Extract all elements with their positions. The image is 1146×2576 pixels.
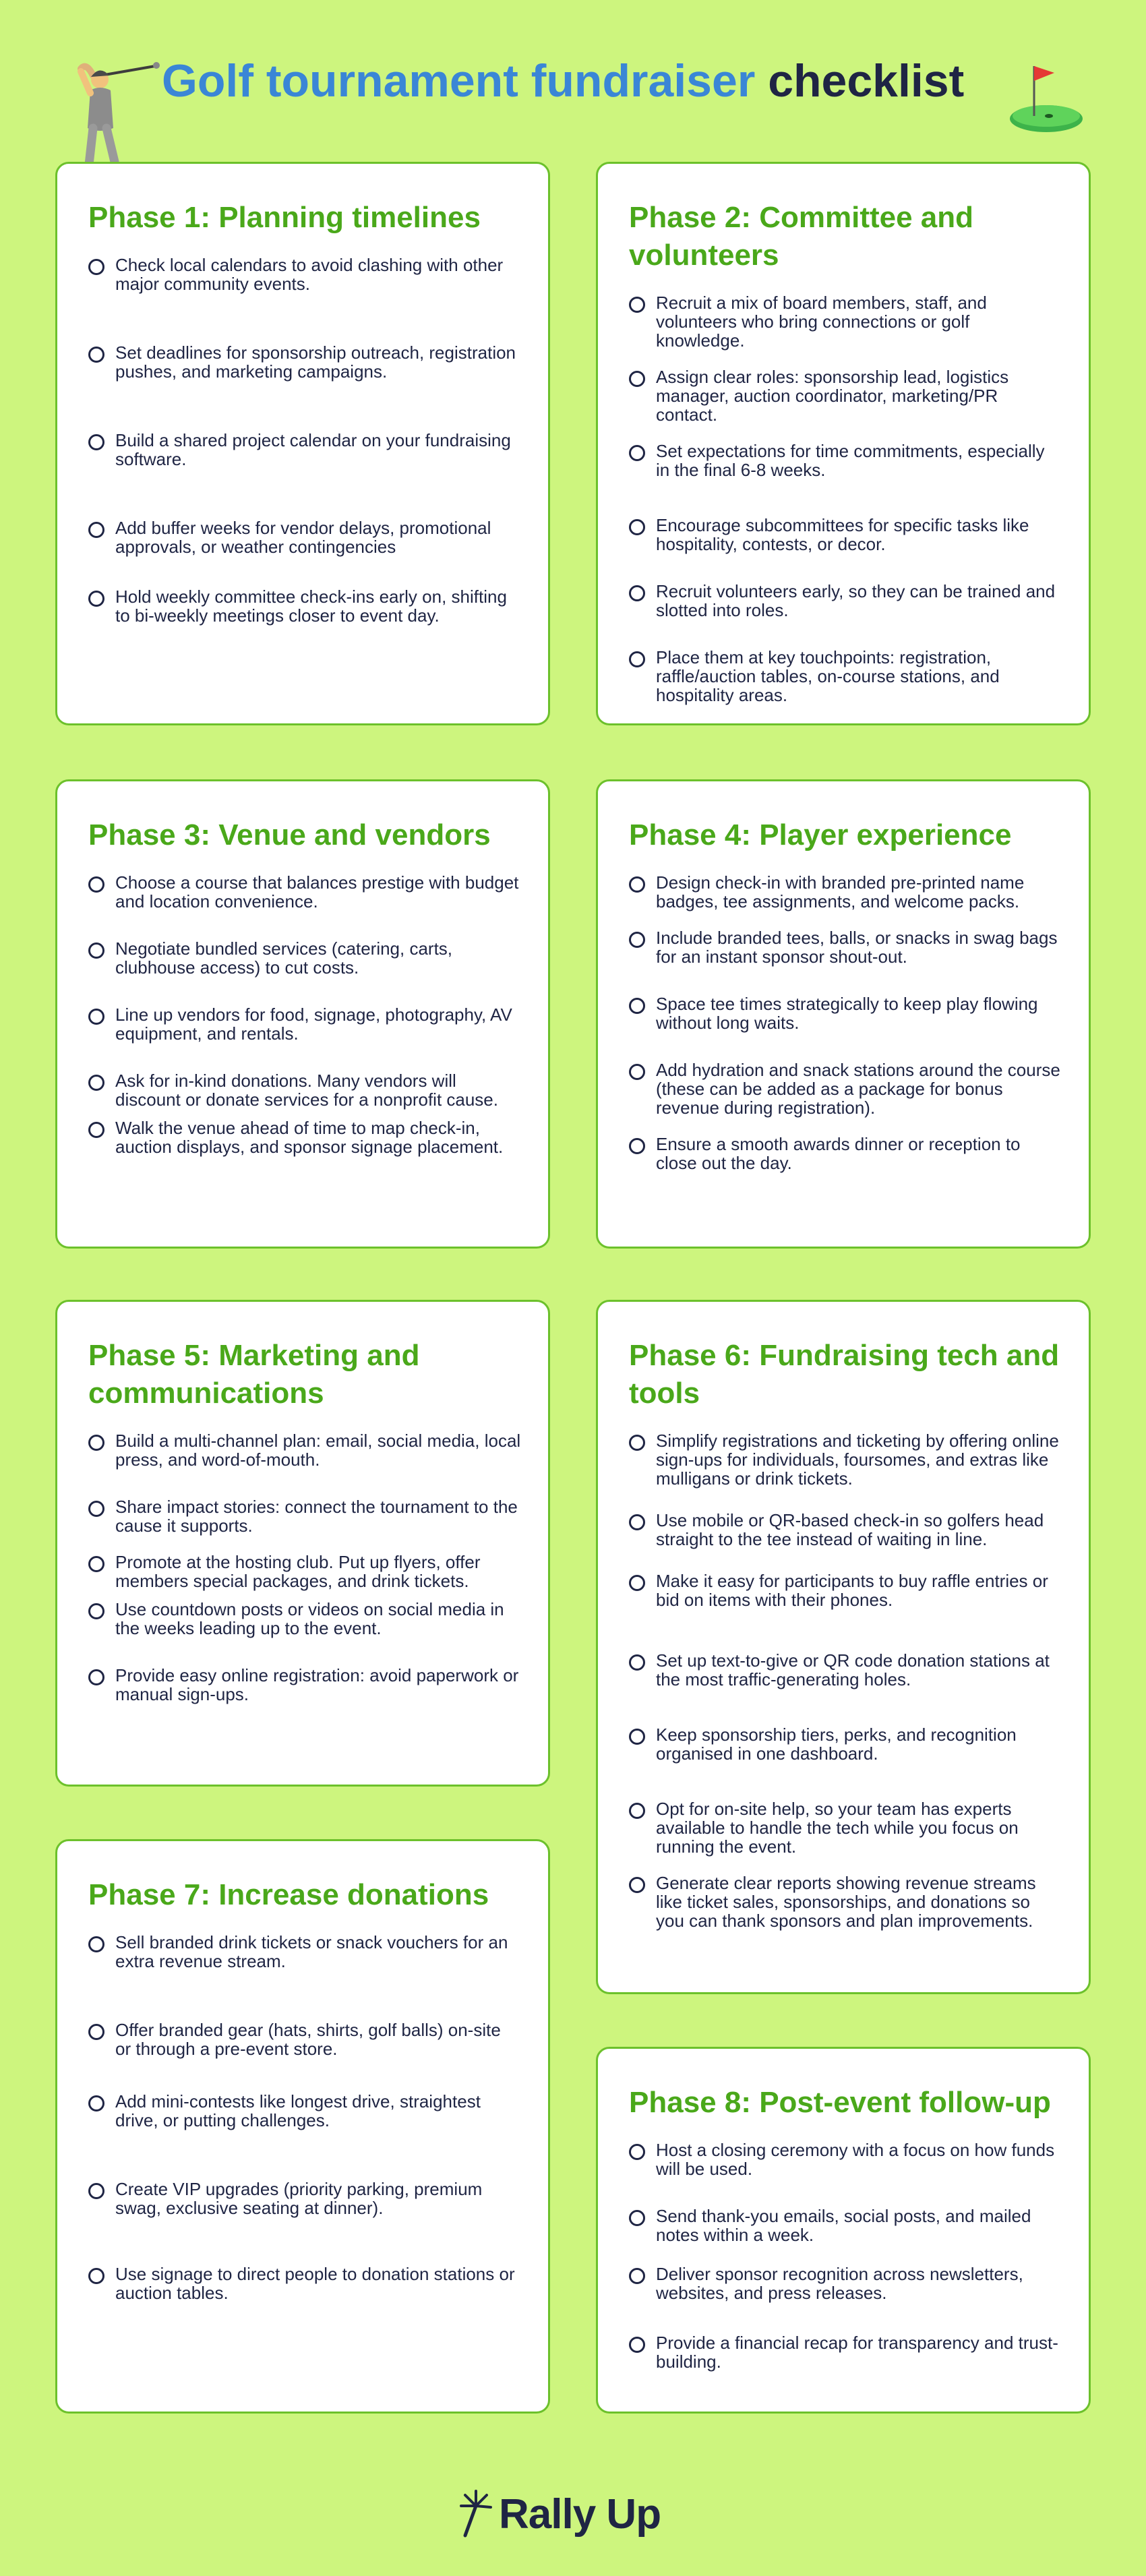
phase-6-title: Phase 6: Fundraising tech and tools xyxy=(629,1339,1060,1410)
checklist-item[interactable]: Deliver sponsor recognition across newsletters, websites, and press releases. xyxy=(629,2265,1062,2302)
checklist-item[interactable]: Set expectations for time commitments, especially in the final 6-8 weeks. xyxy=(629,442,1062,479)
checklist-item[interactable]: Ask for in-kind donations. Many vendors will discount or donate services for a nonprofit cause. xyxy=(88,1071,521,1109)
phase-8-title: Phase 8: Post-event follow-up xyxy=(629,2086,1051,2119)
phase-8-card xyxy=(596,2047,1091,2414)
title-suffix: checklist xyxy=(768,55,965,107)
checklist-item[interactable]: Sell branded drink tickets or snack vouchers for an extra revenue stream. xyxy=(88,1933,521,1971)
phase-7-checklist xyxy=(88,1933,521,2302)
checklist-item[interactable]: Provide easy online registration: avoid paperwork or manual sign-ups. xyxy=(88,1666,521,1704)
checklist-item[interactable]: Design check-in with branded pre-printed name badges, tee assignments, and welcome packs. xyxy=(629,873,1062,911)
checklist-item[interactable]: Make it easy for participants to buy raffle entries or bid on items with their phones. xyxy=(629,1571,1062,1609)
phase-4-checklist xyxy=(629,873,1062,1172)
checklist-item[interactable]: Place them at key touchpoints: registration, raffle/auction tables, on-course stations, and hospitality areas. xyxy=(629,648,1062,705)
checklist-item[interactable]: Opt for on-site help, so your team has experts available to handle the tech while you focus on running the event. xyxy=(629,1799,1062,1856)
phase-1-checklist xyxy=(88,256,521,625)
phase-1-title: Phase 1: Planning timelines xyxy=(88,201,481,234)
phase-4-card xyxy=(596,779,1091,1249)
checklist-item[interactable]: Promote at the hosting club. Put up flyers, offer members special packages, and drink tickets. xyxy=(88,1553,521,1590)
phase-3-title: Phase 3: Venue and vendors xyxy=(88,818,491,851)
checklist-item[interactable]: Add hydration and snack stations around the course (these can be added as a package for bonus revenue during registration). xyxy=(629,1060,1062,1117)
checklist-item[interactable]: Use signage to direct people to donation stations or auction tables. xyxy=(88,2265,521,2302)
checklist-item[interactable]: Use mobile or QR-based check-in so golfers head straight to the tee instead of waiting in line. xyxy=(629,1511,1062,1549)
checklist-item[interactable]: Hold weekly committee check-ins early on, shifting to bi-weekly meetings closer to event day. xyxy=(88,587,521,625)
phase-3-card xyxy=(55,779,550,1249)
checklist-item[interactable]: Offer branded gear (hats, shirts, golf balls) on-site or through a pre-event store. xyxy=(88,2020,521,2058)
checklist-item[interactable]: Create VIP upgrades (priority parking, premium swag, exclusive seating at dinner). xyxy=(88,2180,521,2217)
checklist-item[interactable]: Encourage subcommittees for specific tasks like hospitality, contests, or decor. xyxy=(629,516,1062,553)
checklist-item[interactable]: Build a shared project calendar on your fundraising software. xyxy=(88,431,521,469)
checklist-item[interactable]: Recruit volunteers early, so they can be trained and slotted into roles. xyxy=(629,582,1062,620)
phase-2-title: Phase 2: Committee and volunteers xyxy=(629,201,974,272)
checklist-item[interactable]: Walk the venue ahead of time to map check-in, auction displays, and sponsor signage placement. xyxy=(88,1118,521,1156)
brand-logo xyxy=(453,2484,661,2544)
checklist-item[interactable]: Add mini-contests like longest drive, straightest drive, or putting challenges. xyxy=(88,2092,521,2130)
phase-5-title: Phase 5: Marketing and communications xyxy=(88,1339,420,1410)
checklist-item[interactable]: Choose a course that balances prestige with budget and location convenience. xyxy=(88,873,521,911)
checklist-item[interactable]: Space tee times strategically to keep play flowing without long waits. xyxy=(629,994,1062,1032)
checklist-item[interactable]: Set up text-to-give or QR code donation stations at the most traffic-generating holes. xyxy=(629,1651,1062,1689)
phase-6-checklist xyxy=(629,1431,1062,1930)
checklist-item[interactable]: Build a multi-channel plan: email, social media, local press, and word-of-mouth. xyxy=(88,1431,521,1469)
checklist-item[interactable]: Use countdown posts or videos on social media in the weeks leading up to the event. xyxy=(88,1600,521,1638)
checklist-item[interactable]: Share impact stories: connect the tournament to the cause it supports. xyxy=(88,1497,521,1535)
checklist-item[interactable]: Recruit a mix of board members, staff, and volunteers who bring connections or golf knowledge. xyxy=(629,293,1062,350)
golf-flag-icon xyxy=(1006,62,1087,136)
title-highlight: Golf tournament fundraiser xyxy=(162,55,756,107)
checklist-item[interactable]: Ensure a smooth awards dinner or reception to close out the day. xyxy=(629,1135,1062,1172)
phase-1-card xyxy=(55,162,550,725)
phase-5-card xyxy=(55,1300,550,1787)
checklist-item[interactable]: Check local calendars to avoid clashing with other major community events. xyxy=(88,256,521,293)
phase-6-card xyxy=(596,1300,1091,1994)
checklist-item[interactable]: Add buffer weeks for vendor delays, promotional approvals, or weather contingencies xyxy=(88,518,521,556)
phase-7-card xyxy=(55,1839,550,2414)
phase-3-checklist xyxy=(88,873,521,1156)
checklist-item[interactable]: Simplify registrations and ticketing by offering online sign-ups for individuals, foursomes, and extras like mulligans or drink tickets. xyxy=(629,1431,1062,1488)
checklist-item[interactable]: Host a closing ceremony with a focus on how funds will be used. xyxy=(629,2140,1062,2178)
phase-8-checklist xyxy=(629,2140,1062,2371)
phase-5-checklist xyxy=(88,1431,521,1704)
sparkle-logo-icon xyxy=(453,2486,493,2543)
phase-2-checklist xyxy=(629,293,1062,705)
checklist-item[interactable]: Keep sponsorship tiers, perks, and recognition organised in one dashboard. xyxy=(629,1725,1062,1763)
checklist-item[interactable]: Send thank-you emails, social posts, and mailed notes within a week. xyxy=(629,2207,1062,2244)
phase-7-title: Phase 7: Increase donations xyxy=(88,1878,489,1911)
checklist-item[interactable]: Provide a financial recap for transparency and trust-building. xyxy=(629,2333,1062,2371)
page-title xyxy=(162,49,964,113)
phase-4-title: Phase 4: Player experience xyxy=(629,818,1012,851)
checklist-item[interactable]: Include branded tees, balls, or snacks in swag bags for an instant sponsor shout-out. xyxy=(629,928,1062,966)
checklist-item[interactable]: Negotiate bundled services (catering, carts, clubhouse access) to cut costs. xyxy=(88,939,521,977)
checklist-item[interactable]: Generate clear reports showing revenue streams like ticket sales, sponsorships, and donations so you can thank sponsors and plan improvements. xyxy=(629,1874,1062,1930)
phase-2-card xyxy=(596,162,1091,725)
checklist-item[interactable]: Assign clear roles: sponsorship lead, logistics manager, auction coordinator, marketing/PR contact. xyxy=(629,367,1062,424)
brand-name: Rally Up xyxy=(499,2490,661,2538)
checklist-item[interactable]: Line up vendors for food, signage, photography, AV equipment, and rentals. xyxy=(88,1005,521,1043)
checklist-item[interactable]: Set deadlines for sponsorship outreach, registration pushes, and marketing campaigns. xyxy=(88,343,521,381)
